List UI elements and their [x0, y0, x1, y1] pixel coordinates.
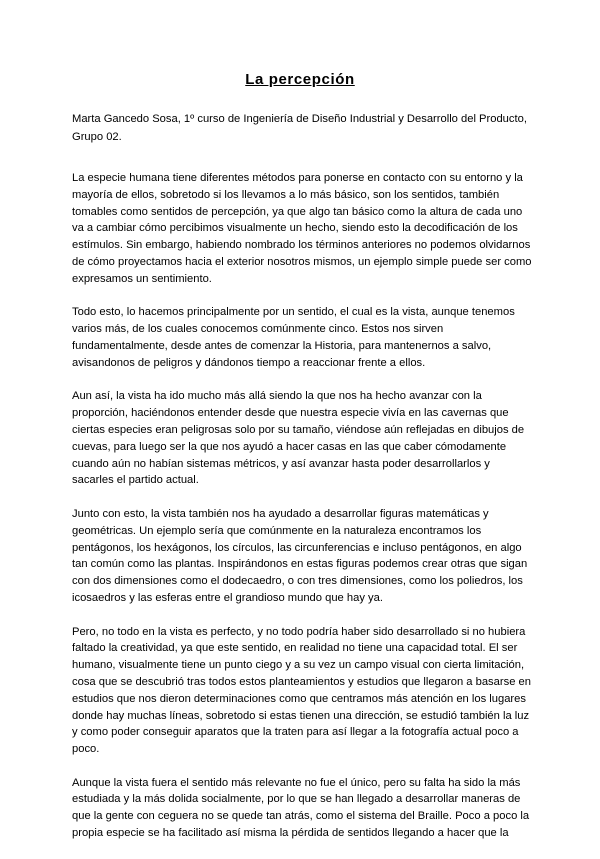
paragraph: Junto con esto, la vista también nos ha ayudado a desarrollar figuras matemáticas y geométricas. Un ejemplo sería que comúnmente en la naturaleza encontramos los pentágonos, los hexágonos, los círculos, las circunferencias e incluso pentágonos, en algo tan común como las plantas. Inspirándonos en estas figuras podemos crear otras que sigan con dos dimensiones como el dodecaedro, o con tres dimensiones, como los poliedros, los icosaedros y las esferas entre el grandioso mundo que hay ya. [72, 507, 528, 604]
document-body [72, 170, 532, 859]
paragraph: Pero, no todo en la vista es perfecto, y no todo podría haber sido desarrollado si no hubiera faltado la creatividad, ya que este sentido, en realidad no tiene una capacidad total. El ser humano, visualmente tiene un punto ciego y a su vez un campo visual con cierta limitación, cosa que se descubrió tras todos estos planteamientos y estudios que llegaron a basarse en estudios que nos dieron determinaciones como que centramos más atención en los lugares donde hay muchas líneas, sobretodo si estas tienen una dirección, se estudió también la luz y como poder conseguir aparatos que la traten para así llegar a la fotografía actual poco a poco. [72, 625, 531, 756]
paragraph: La especie humana tiene diferentes métodos para ponerse en contacto con su entorno y la mayoría de ellos, sobretodo si los llevamos a lo más básico, son los sentidos, también tomables como sentidos de percepción, ya que algo tan básico como la altura de cada uno va a cambiar cómo percibimos visualmente un hecho, siendo esto la decodificación de los estímulos. Sin embargo, habiendo nombrado los términos anteriores no podemos olvidarnos de cómo proyectamos hacia el exterior nosotros mismos, un ejemplo simple puede ser como expresamos un sentimiento. [72, 172, 532, 285]
paragraph: Aun así, la vista ha ido mucho más allá siendo la que nos ha hecho avanzar con la proporción, haciéndonos entender desde que nuestra especie vivía en las cavernas que ciertas especies eran peligrosas solo por su tamaño, viéndose aún reflejadas en dibujos de cuevas, para luego ser la que nos ayudó a hacer casas en las que caber cómodamente cuando aún no habían sistemas métricos, y así avanzar hasta poder desarrollarlos y sacarles el partido actual. [72, 390, 525, 487]
document-title: La percepción [245, 71, 355, 88]
paragraph: Aunque la vista fuera el sentido más relevante no fue el único, pero su falta ha sido la más estudiada y la más dolida socialmente, por lo que se han llegado a desarrollar maneras de que la gente con ceguera no se quede tan atrás, como el sistema del Braille. Poco a poco la propia especie se ha facilitado así misma la pérdida de sentidos llegando a hacer que la [72, 776, 530, 840]
author-line: Marta Gancedo Sosa, 1º curso de Ingeniería de Diseño Industrial y Desarrollo del Producto, Grupo 02. [72, 113, 527, 143]
paragraph: Todo esto, lo hacemos principalmente por un sentido, el cual es la vista, aunque tenemos varios más, de los cuales conocemos comúnmente cinco. Estos nos sirven fundamentalmente, desde antes de comenzar la Historia, para mantenernos a salvo, avisandonos de peligros y dándonos tiempo a reaccionar frente a ellos. [72, 306, 515, 369]
